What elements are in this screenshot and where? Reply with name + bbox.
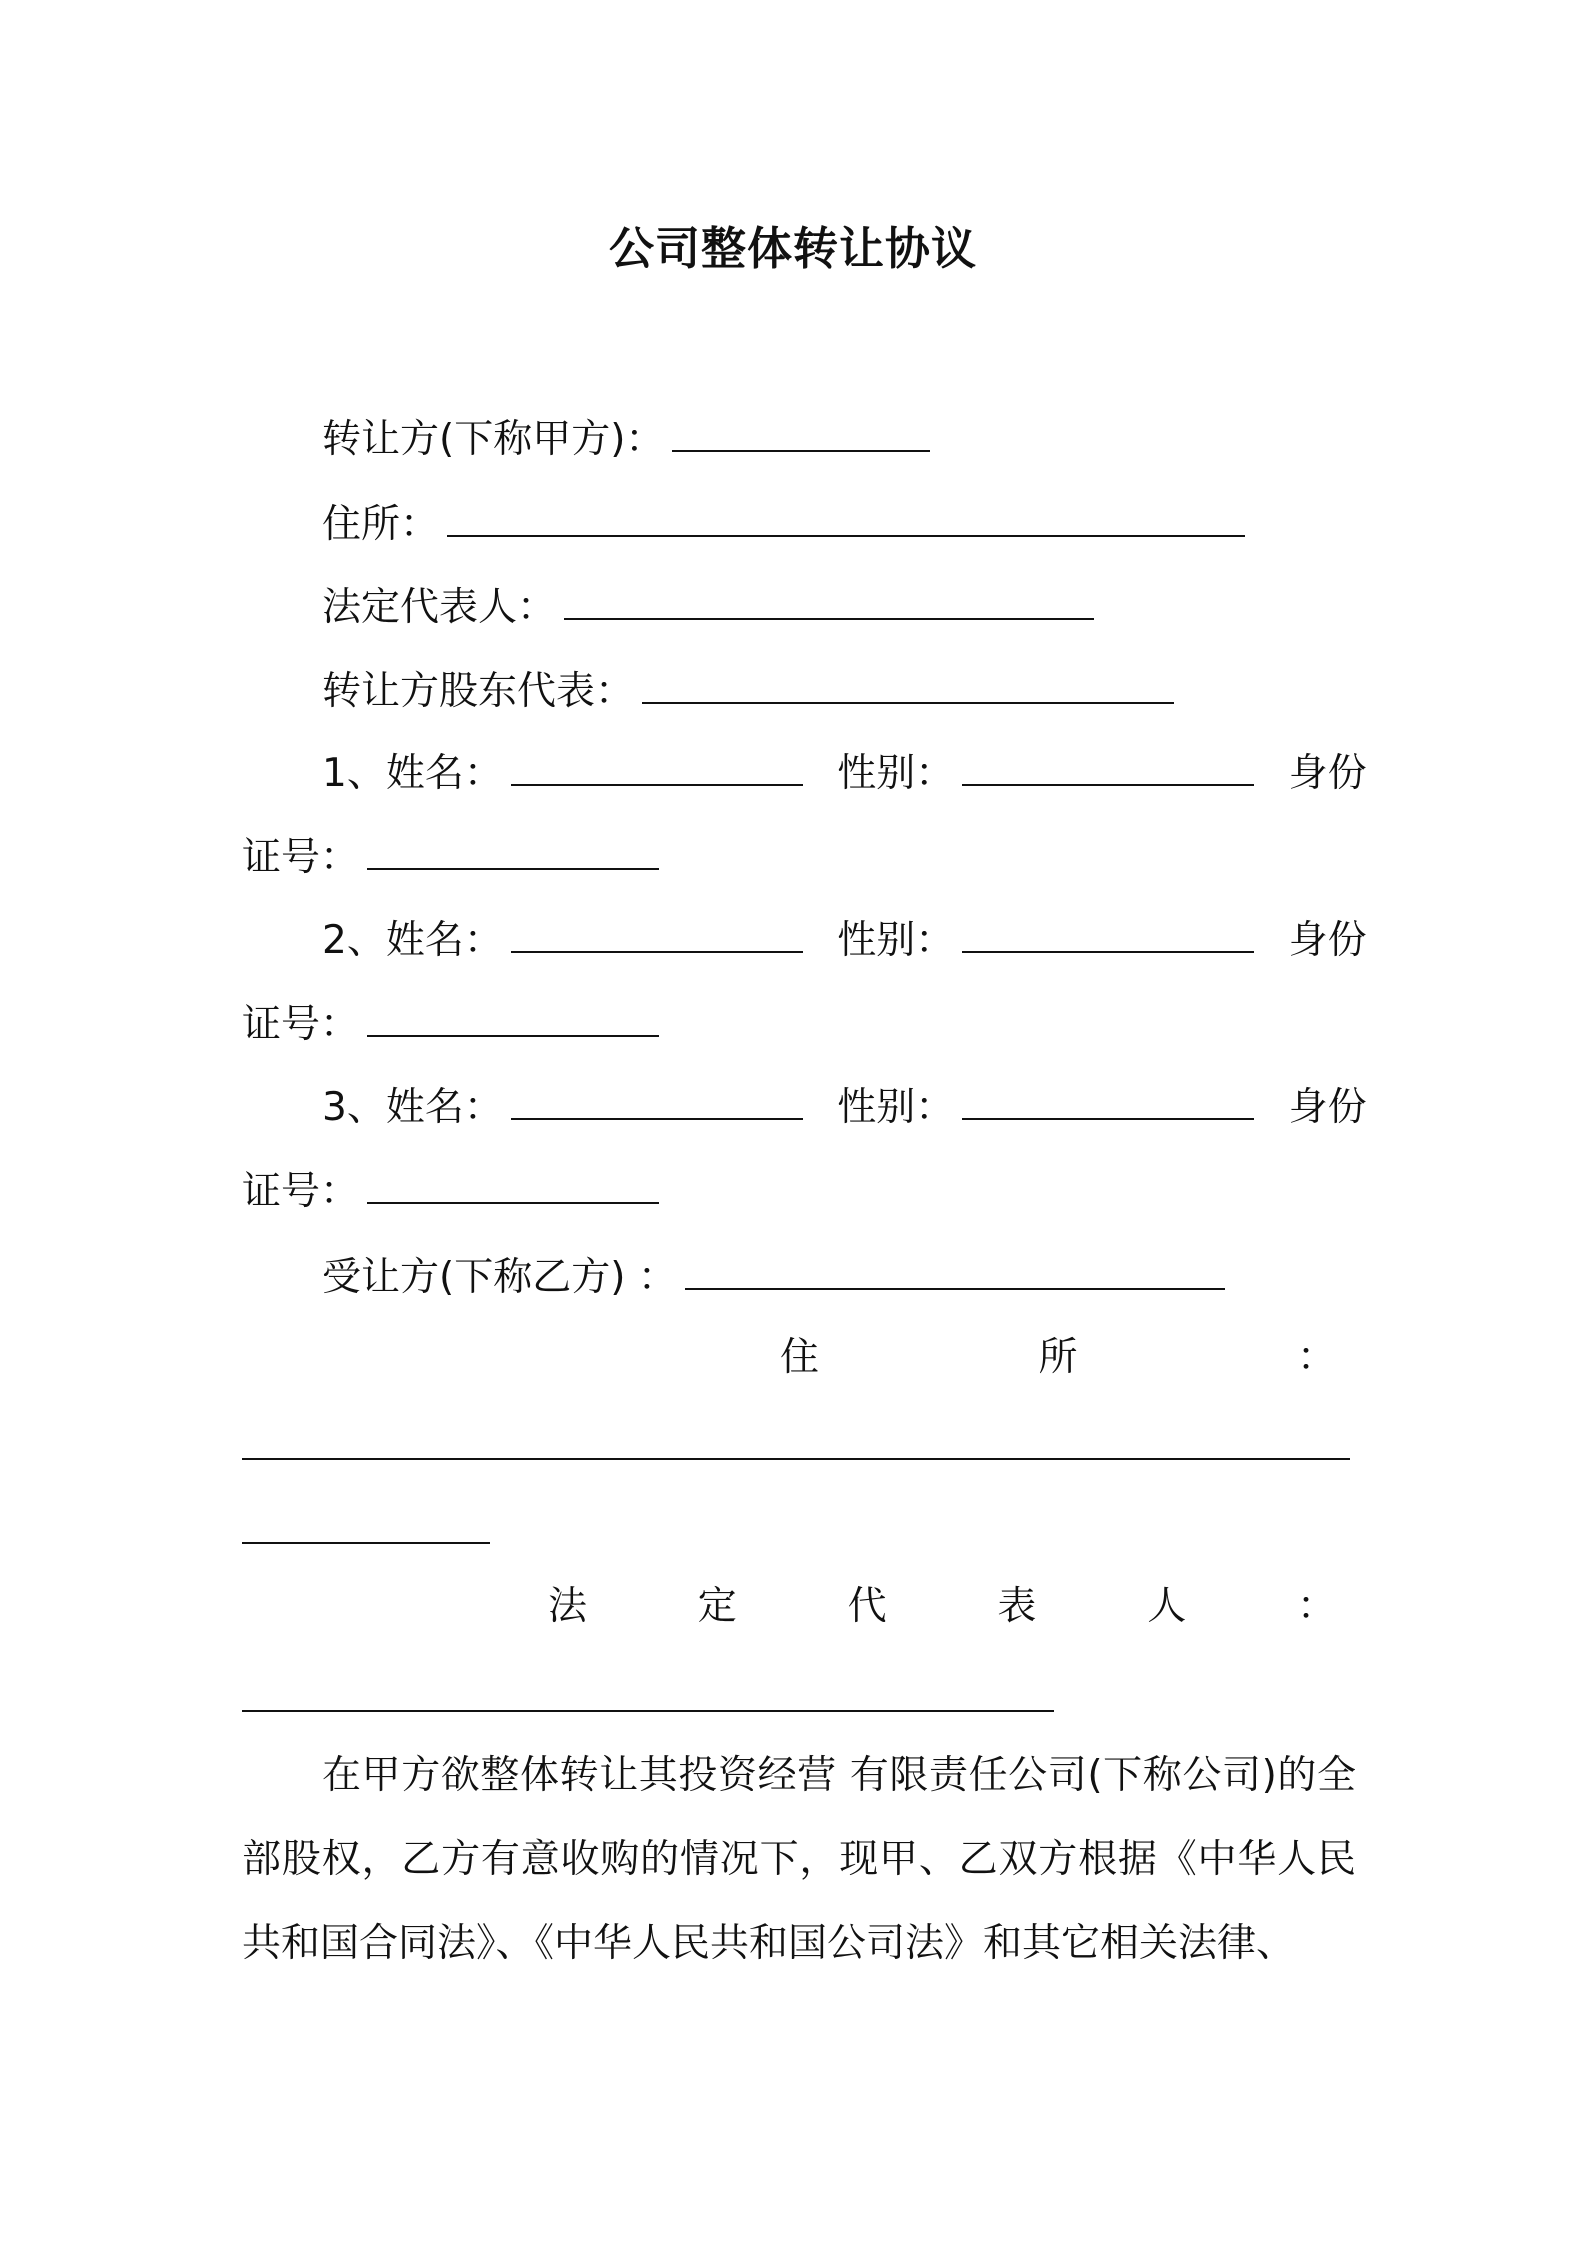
shareholder-1-id-line xyxy=(242,830,659,883)
shareholder-3-id-label: 身份 xyxy=(1288,1085,1367,1130)
transferee-label: 受让方(下称乙方) ： xyxy=(322,1255,677,1300)
shareholder-3-id-blank[interactable] xyxy=(367,1164,659,1204)
shareholder-2-id-label: 身份 xyxy=(1288,918,1367,963)
transferee-rep-char-2: 定 xyxy=(697,1584,737,1629)
transferee-address-blank-2[interactable] xyxy=(242,1504,490,1544)
shareholder-3-id-label-cont: 证号： xyxy=(242,1169,360,1214)
shareholder-3-name-label: 姓名： xyxy=(385,1085,503,1130)
transferor-legal-rep-line xyxy=(322,580,1094,633)
transferor-address-label: 住所： xyxy=(322,502,440,547)
shareholder-1-gender-label: 性别： xyxy=(837,751,955,796)
transferor-legal-rep-blank[interactable] xyxy=(564,580,1094,620)
shareholder-1-id-label-cont: 证号： xyxy=(242,835,360,880)
transferee-rep-char-4: 表 xyxy=(997,1584,1037,1629)
transferee-rep-char-5: 人 xyxy=(1147,1584,1187,1629)
transferee-address-label xyxy=(780,1333,1336,1383)
shareholder-2-id-line xyxy=(242,997,659,1050)
transferor-address-line xyxy=(322,497,1245,550)
shareholder-1-index: 1、 xyxy=(322,751,386,796)
transferee-rep-char-6: ： xyxy=(1296,1584,1336,1629)
transferee-rep-char-1: 法 xyxy=(548,1584,588,1629)
transferee-legal-rep-blank[interactable] xyxy=(242,1672,1054,1712)
shareholder-1-line xyxy=(322,746,1367,799)
shareholder-1-name-label: 姓名： xyxy=(385,751,503,796)
transferor-blank[interactable] xyxy=(672,412,930,452)
shareholder-1-id-label: 身份 xyxy=(1288,751,1367,796)
shareholder-1-id-blank[interactable] xyxy=(367,830,659,870)
transferee-address-blank-1[interactable] xyxy=(242,1420,1350,1460)
shareholder-3-gender-label: 性别： xyxy=(837,1085,955,1130)
transferor-address-blank[interactable] xyxy=(447,497,1245,537)
transferee-line xyxy=(322,1250,1225,1303)
shareholder-2-gender-label: 性别： xyxy=(837,918,955,963)
transferee-address-char-1: 住 xyxy=(780,1335,820,1380)
shareholder-2-index: 2、 xyxy=(322,918,386,963)
shareholder-rep-line xyxy=(322,664,1174,717)
shareholder-2-name-blank[interactable] xyxy=(511,913,803,953)
shareholder-3-index: 3、 xyxy=(322,1085,386,1130)
transferor-label: 转让方(下称甲方)： xyxy=(322,417,665,462)
shareholder-3-name-blank[interactable] xyxy=(511,1080,803,1120)
shareholder-1-gender-blank[interactable] xyxy=(962,746,1254,786)
transferor-legal-rep-label: 法定代表人： xyxy=(322,585,557,630)
shareholder-rep-blank[interactable] xyxy=(642,664,1174,704)
transferee-legal-rep-label xyxy=(548,1582,1336,1632)
transferee-address-char-3: ： xyxy=(1296,1335,1336,1380)
transferee-blank[interactable] xyxy=(685,1250,1225,1290)
shareholder-2-name-label: 姓名： xyxy=(385,918,503,963)
transferee-rep-char-3: 代 xyxy=(847,1584,887,1629)
shareholder-2-gender-blank[interactable] xyxy=(962,913,1254,953)
shareholder-2-id-label-cont: 证号： xyxy=(242,1002,360,1047)
transferor-line xyxy=(322,412,930,465)
intro-paragraph: 在甲方欲整体转让其投资经营 有限责任公司(下称公司)的全部股权，乙方有意收购的情况下，现甲、乙双方根据《中华人民共和国合同法》、《中华人民共和国公司法》和其它相关法律、 xyxy=(242,1753,1356,1966)
transferee-address-char-2: 所 xyxy=(1038,1335,1078,1380)
shareholder-rep-label: 转让方股东代表： xyxy=(322,669,635,714)
shareholder-3-line xyxy=(322,1080,1367,1133)
shareholder-1-name-blank[interactable] xyxy=(511,746,803,786)
shareholder-3-gender-blank[interactable] xyxy=(962,1080,1254,1120)
shareholder-3-id-line xyxy=(242,1164,659,1217)
shareholder-2-id-blank[interactable] xyxy=(367,997,659,1037)
document-title: 公司整体转让协议 xyxy=(608,222,977,275)
shareholder-2-line xyxy=(322,913,1367,966)
